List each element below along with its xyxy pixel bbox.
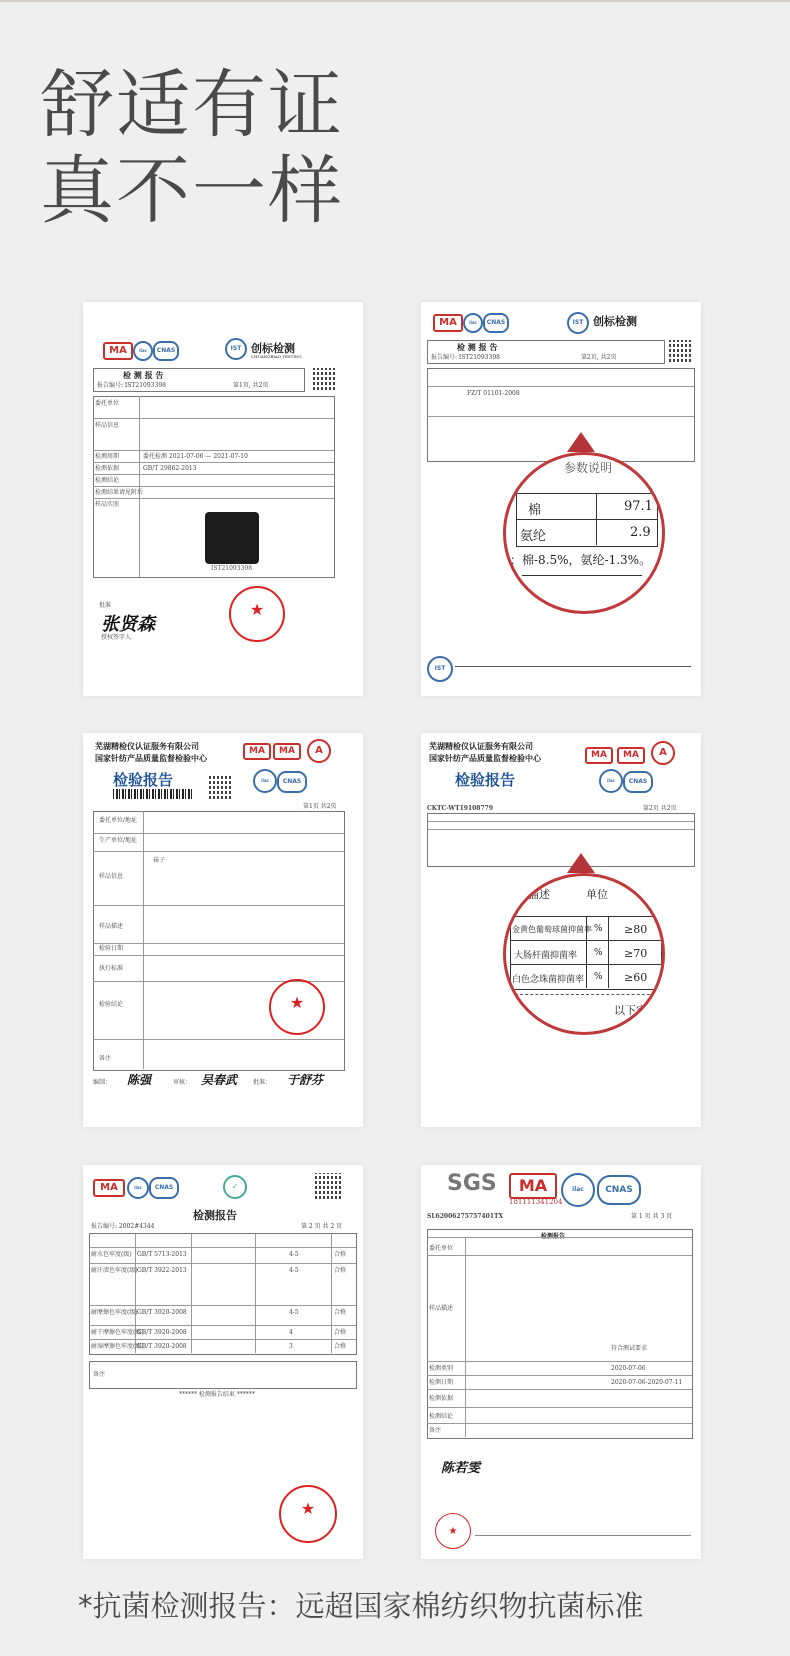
cma-logo: MA: [509, 1173, 557, 1199]
table-line: [427, 1389, 692, 1390]
row-label: 委托单位/地址: [99, 817, 138, 824]
end-note: ****** 检测报告结束 ******: [179, 1391, 255, 1398]
row-label: 执行标准: [99, 965, 124, 972]
cma-logo-2: MA: [273, 743, 301, 760]
qr-code: [313, 368, 335, 390]
sign-role: 授权签字人: [101, 634, 132, 641]
zoom-row-value: 97.1: [624, 499, 653, 514]
table-line: [427, 1255, 692, 1256]
sample-photo-label: IST21093398: [211, 565, 253, 572]
signature: 陈若雯: [441, 1461, 481, 1476]
row-std: GB/T 3922-2013: [137, 1267, 187, 1274]
official-stamp: ★: [229, 586, 285, 642]
row-verdict: 合格: [334, 1343, 347, 1350]
zoom-header-left: 描述: [528, 888, 550, 901]
zoom-row-req: ≥80: [624, 923, 648, 936]
sample-photo: [205, 512, 259, 564]
headline-line-2: 真不一样: [40, 148, 344, 234]
date-period: 2020-07-06-2020-07-11: [611, 1379, 683, 1386]
row-label: 检验结论: [99, 1001, 124, 1008]
row-std: GB/T 5713-2013: [137, 1251, 187, 1258]
row-label: 生产单位/地址: [99, 837, 138, 844]
row-result: 4-5: [289, 1251, 299, 1258]
cma-logo: MA: [103, 342, 133, 360]
zoom-table-divider: [608, 916, 609, 988]
row-label: 检测依据: [95, 465, 120, 472]
row-label: 委托单位: [95, 400, 120, 407]
org-name: 芜湖精检仪认证服务有限公司: [95, 741, 199, 751]
cal-logo: A: [651, 741, 675, 765]
table-line: [93, 833, 344, 834]
table-line: [427, 821, 694, 822]
verdict: 符合测试要求: [611, 1345, 648, 1352]
cma-logo: MA: [433, 314, 463, 332]
qr-code: [209, 775, 233, 799]
row-label: 检测依据: [429, 1395, 454, 1402]
row-label: 检测结论: [95, 477, 120, 484]
row-result: 4-5: [289, 1309, 299, 1316]
row-std: GB/T 3920-2008: [137, 1329, 187, 1336]
page-number: 第2页 共2页: [643, 805, 677, 812]
ist-logo: IST: [225, 338, 247, 360]
zoom-header-unit: 单位: [586, 888, 608, 901]
table-line: [89, 1247, 356, 1248]
table-line: [427, 1375, 692, 1376]
official-stamp: ★: [269, 979, 325, 1035]
row-verdict: 合格: [334, 1251, 347, 1258]
row-label: 检测日期: [429, 1379, 454, 1386]
table-line: [93, 474, 334, 475]
qr-code: [315, 1173, 341, 1199]
ist-logo: IST: [567, 312, 589, 334]
table-line: [93, 851, 344, 852]
table-line: [427, 386, 694, 387]
table-line: [89, 1305, 356, 1306]
table-line: [93, 1039, 344, 1040]
table-line: [93, 498, 334, 499]
org-name-2: 国家针纺产品质量监督检验中心: [95, 753, 207, 763]
row-label: 样品信息: [95, 422, 120, 429]
ilac-logo: ilac: [599, 769, 623, 793]
test-report-2: [421, 302, 701, 696]
table-line: [427, 829, 694, 830]
table-line: [89, 1325, 356, 1326]
cnas-logo: CNAS: [623, 771, 653, 793]
row-verdict: 合格: [334, 1267, 347, 1274]
cal-logo: A: [307, 739, 331, 763]
signature-review: 吴春武: [201, 1073, 238, 1087]
lab-name: 创标检测: [593, 315, 637, 328]
table-divider: [143, 811, 144, 1069]
headline: [40, 62, 344, 234]
sgs-report: [421, 1165, 701, 1559]
ist-footer-logo: IST: [427, 656, 453, 682]
row-item: 耐湿摩擦色牢度(级): [91, 1343, 144, 1350]
zoom-pointer: [567, 432, 595, 452]
table-divider: [331, 1233, 332, 1353]
row-label: 备注: [429, 1427, 442, 1434]
cnas-logo: CNAS: [483, 313, 509, 333]
row-label: 检验日期: [99, 945, 124, 952]
ilac-logo: ilac: [253, 769, 277, 793]
inspection-report-2: [421, 733, 701, 1127]
headline-line-1: 舒适有证: [40, 62, 344, 148]
zoom-row-name: 棉: [528, 503, 542, 518]
table-line: [93, 462, 334, 463]
approve-label: 批准: [99, 602, 112, 609]
footer-line: [455, 666, 691, 667]
row-item: 耐水色牢度(级): [91, 1251, 132, 1258]
test-method: FZ/T 01101-2008: [467, 390, 520, 397]
zoom-dashed-line: [510, 994, 660, 995]
org-name-2: 国家针纺产品质量监督检验中心: [429, 753, 541, 763]
cma-logo: MA: [585, 747, 613, 764]
report-number: SL62006275757401TX: [427, 1213, 504, 1220]
ilac-logo: ilac: [463, 313, 483, 333]
footer-note: *抗菌检测报告：远超国家棉纺织物抗菌标准: [78, 1589, 644, 1623]
table-line: [427, 1407, 692, 1408]
zoom-row-unit: %: [594, 924, 603, 934]
row-item: 耐汗渍色牢度(级): [91, 1267, 138, 1274]
top-divider: [0, 0, 790, 2]
org-name: 芜湖精检仪认证服务有限公司: [429, 741, 533, 751]
cnas-logo: CNAS: [597, 1175, 641, 1205]
row-std: GB/T 3920-2008: [137, 1343, 187, 1350]
zoom-row-unit: %: [594, 948, 603, 958]
remark-label: 备注: [93, 1371, 106, 1378]
qr-code: [669, 340, 691, 362]
cma-logo: MA: [93, 1179, 125, 1197]
page-number: 第1页, 共2页: [233, 382, 269, 389]
cnas-logo: CNAS: [149, 1177, 179, 1199]
row-item: 耐干摩擦色牢度(级): [91, 1329, 144, 1336]
row-label: 备注: [99, 1055, 112, 1062]
lab-name-en: CHUANGBIAO TESTING: [251, 354, 302, 359]
cnas-logo: CNAS: [153, 341, 179, 361]
row-std: GB/T 3920-2008: [137, 1309, 187, 1316]
table-divider: [255, 1233, 256, 1353]
table-divider: [191, 1233, 192, 1353]
table-line: [93, 955, 344, 956]
sgs-logo: SGS: [447, 1171, 497, 1196]
ilac-logo: ilac: [127, 1177, 149, 1199]
report-title: 检验报告: [113, 771, 174, 789]
row-result: 4: [289, 1329, 293, 1336]
report-number: 报告编号: IST21093398: [431, 354, 500, 361]
report-title: 检测报告: [541, 1233, 566, 1240]
zoom-header: 参数说明: [564, 461, 613, 475]
row-label: 检测周期: [95, 453, 120, 460]
official-stamp: ★: [279, 1485, 337, 1543]
check-icon: ✓: [223, 1175, 247, 1199]
page-number: 第1页 共2页: [303, 803, 337, 810]
zoom-underline: [522, 575, 642, 576]
ilac-logo: ilac: [133, 341, 153, 361]
cma-logo: MA: [243, 743, 271, 760]
report-title: 检验报告: [455, 771, 516, 789]
zoom-row-name: 白色念珠菌抑菌率: [512, 975, 585, 985]
row-label: 检测类别: [429, 1365, 454, 1372]
table-line: [93, 943, 344, 944]
row-value: 委托检测 2021-07-06 — 2021-07-10: [143, 453, 248, 460]
row-verdict: 合格: [334, 1309, 347, 1316]
row-label: 检测结论: [429, 1413, 454, 1420]
row-label: 检测结果请见附后: [95, 489, 144, 496]
cma-number: 181111341204: [509, 1198, 563, 1206]
zoom-magnifier: [503, 873, 665, 1035]
row-label: 样品描述: [429, 1305, 454, 1312]
sign-label-review: 审核：: [173, 1079, 192, 1086]
ilac-logo: ilac: [561, 1173, 595, 1207]
row-label: 样品描述: [99, 923, 124, 930]
table-line: [93, 905, 344, 906]
remark-box: [89, 1361, 357, 1389]
row-label: 委托单位: [429, 1245, 454, 1252]
result-table: [427, 368, 695, 462]
page-number: 第 2 页 共 2 页: [301, 1223, 343, 1230]
page-number: 第2页, 共2页: [581, 354, 617, 361]
row-result: 3: [289, 1343, 293, 1350]
zoom-table-line: [516, 519, 657, 520]
zoom-row-name: 氨纶: [520, 529, 547, 544]
zoom-note: ：棉-8.5%，氨纶-1.3%。: [510, 553, 652, 567]
page-number: 第 1 页 共 3 页: [631, 1213, 673, 1220]
report-number: CKTC-WT19108779: [427, 805, 493, 812]
zoom-row-name: 大肠杆菌抑菌率: [514, 951, 578, 961]
table-line: [427, 1361, 692, 1362]
row-label: 样品实照: [95, 501, 120, 508]
lab-name: 创标检测: [251, 342, 295, 355]
zoom-pointer: [567, 853, 595, 873]
table-line: [93, 418, 334, 419]
zoom-row-value: 2.9: [630, 525, 651, 540]
row-value: GB/T 29862-2013: [143, 465, 197, 472]
footer-line: [475, 1535, 691, 1536]
signature: 张贤森: [101, 614, 155, 635]
table-line: [427, 1237, 692, 1238]
signature-approve: 于舒芬: [287, 1073, 324, 1087]
table-line: [93, 486, 334, 487]
zoom-row-name: 金黄色葡萄球菌抑菌率: [512, 925, 592, 934]
report-number: 报告编号: IST21093398: [97, 382, 166, 389]
cnas-logo: CNAS: [277, 771, 307, 793]
zoom-footer: 以下空: [614, 1004, 647, 1017]
report-title: 检测报告: [193, 1209, 237, 1222]
report-number: 报告编号: 2002#4344: [91, 1223, 155, 1230]
signature-compile: 陈强: [127, 1073, 152, 1087]
official-stamp: ★: [435, 1513, 471, 1549]
cma-logo-2: MA: [617, 747, 645, 764]
table-line: [427, 1423, 692, 1424]
report-title: 检 测 报 告: [123, 370, 164, 380]
inspection-report-1: [83, 733, 363, 1127]
zoom-row-unit: %: [594, 972, 603, 982]
report-title: 检 测 报 告: [457, 342, 498, 352]
date-received: 2020-07-06: [611, 1365, 646, 1372]
table-line: [93, 450, 334, 451]
table-line: [89, 1339, 356, 1340]
sample-name: 袜子: [153, 857, 166, 864]
zoom-magnifier: [503, 452, 665, 614]
zoom-row-req: ≥60: [624, 971, 648, 984]
table-line: [427, 416, 694, 417]
test-report-1: [83, 302, 363, 696]
row-result: 4-5: [289, 1267, 299, 1274]
row-label: 样品信息: [99, 873, 124, 880]
zoom-row-req: ≥70: [624, 947, 648, 960]
row-verdict: 合格: [334, 1329, 347, 1336]
sign-label-compile: 编制：: [93, 1079, 112, 1086]
table-line: [89, 1263, 356, 1264]
sign-label-approve: 批准：: [253, 1079, 272, 1086]
test-report-3: [83, 1165, 363, 1559]
barcode: [113, 789, 193, 799]
row-item: 耐摩擦色牢度(级): [91, 1309, 138, 1316]
zoom-table-divider: [596, 493, 597, 545]
